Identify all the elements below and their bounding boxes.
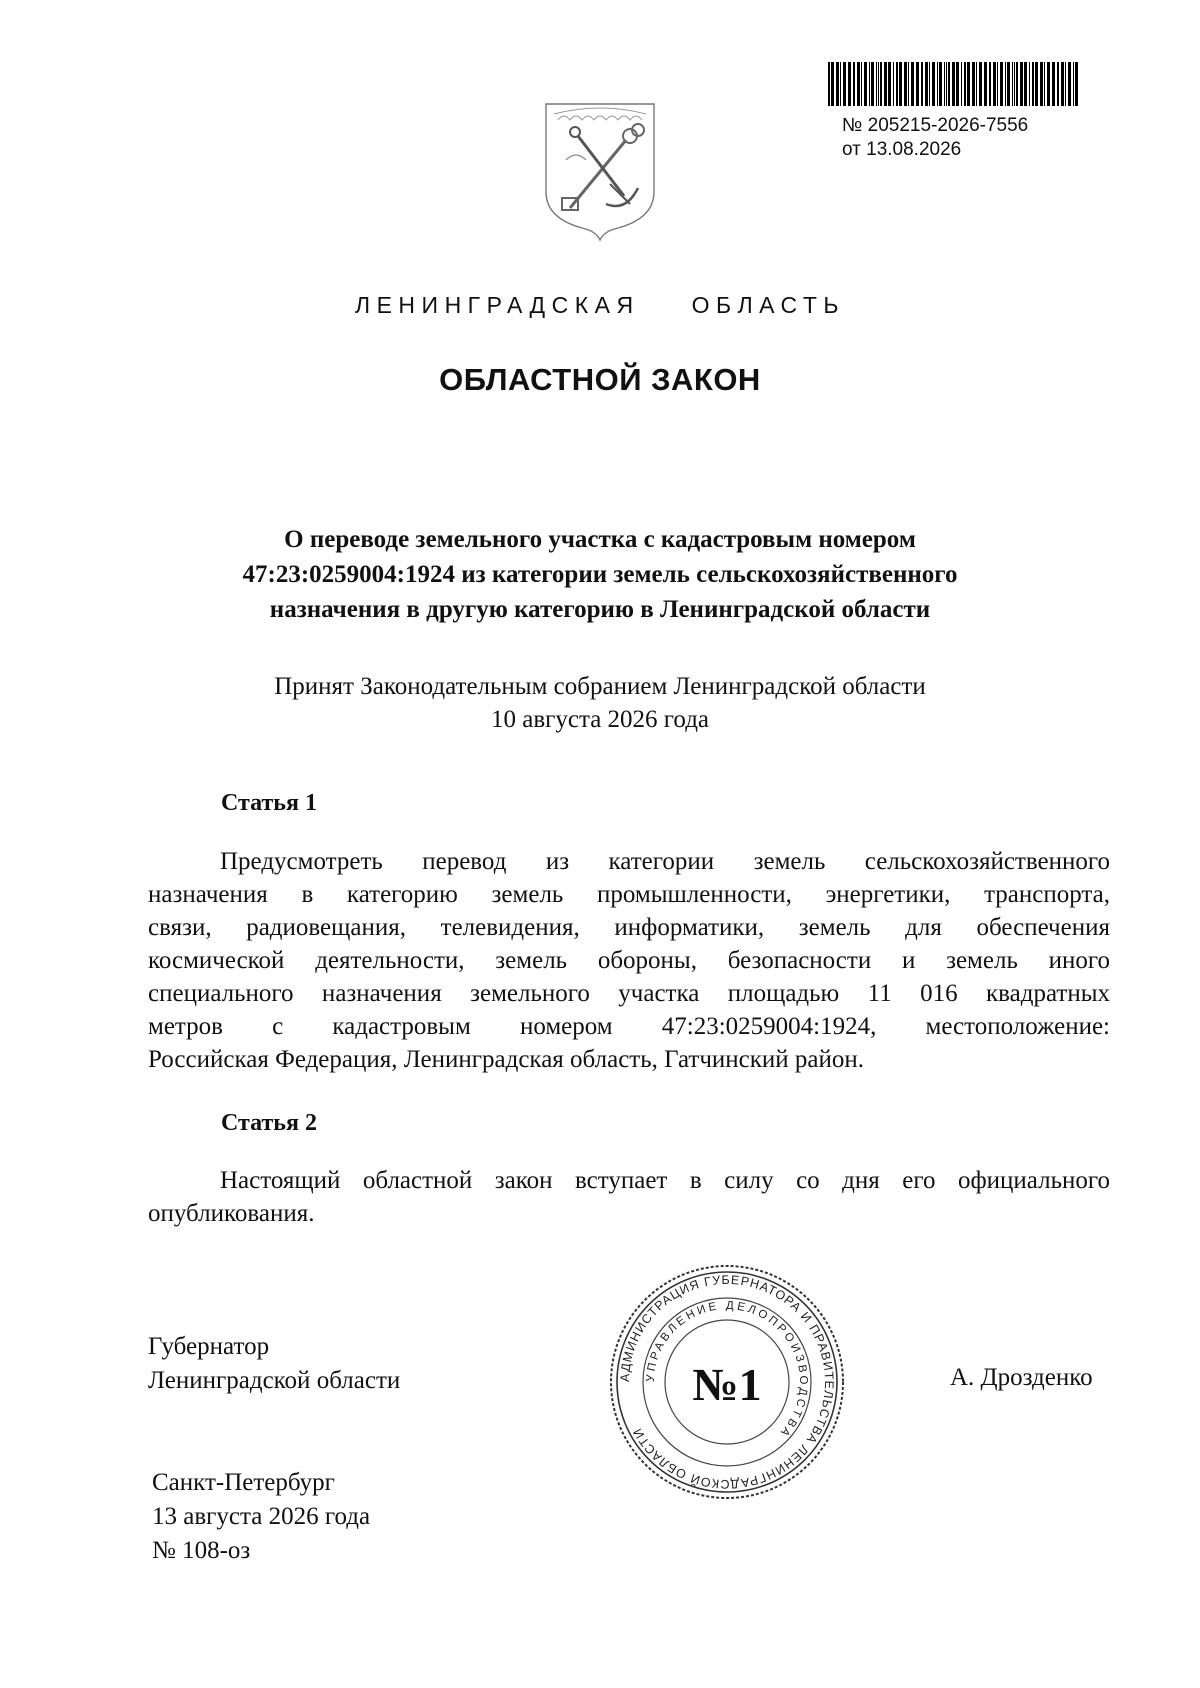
barcode-bar [904,62,907,106]
barcode-bar [948,62,950,106]
paragraph-line: назначения в категорию земель промышленности, энергетики, транспорта, [148,881,1110,908]
barcode-bar [857,62,860,106]
article-2-heading: Статья 2 [221,1110,317,1136]
barcode-bar [1005,62,1006,106]
barcode-bar [1032,62,1034,106]
barcode-bar [925,62,928,106]
paragraph-line: метров с кадастровым номером 47:23:0259004:1924, местоположение: [148,1013,1110,1040]
barcode-bar [1061,62,1064,106]
region-name [0,292,1200,319]
barcode-bar [1035,62,1038,106]
paragraph-line: Настоящий областной закон вступает в силу со дня его официального [220,1167,1110,1194]
law-title-line: 47:23:0259004:1924 из категории земель сельскохозяйственного [242,561,958,588]
registration-date: от 13.08.2026 [842,139,962,160]
article-2-text [148,1164,1110,1230]
region-word-leningradskaya: ЛЕНИНГРАДСКАЯ [355,292,640,318]
barcode-bar [921,62,923,106]
barcode-bar [869,62,870,106]
signing-city: Санкт-Петербург [152,1469,335,1496]
barcode-bar [1016,62,1018,106]
paragraph-line: Российская Федерация, Ленинградская область, Гатчинский район. [148,1046,865,1073]
article-1-heading: Статья 1 [221,790,317,816]
barcode-bar [853,62,855,106]
signatory-position [148,1330,400,1398]
signing-date: 13 августа 2026 года [152,1503,371,1530]
barcode-bar [864,62,867,106]
barcode-bar [952,62,955,106]
barcode-bar [961,62,962,106]
adoption-note [150,670,1050,736]
barcode-bar [1057,62,1059,106]
barcode-bar [946,62,947,106]
article-1-text [148,845,1110,1076]
seal-inner-text: УПРАВЛЕНИЕ ДЕЛОПРОИЗВОДСТВА [644,1299,810,1441]
paragraph-line: опубликования. [148,1200,315,1227]
barcode-bar [932,62,935,106]
paragraph-line: космической деятельности, земель обороны, безопасности и земель иного [148,947,1110,974]
barcode-bar [984,62,987,106]
barcode-bar [1044,62,1045,106]
seal-number: №1 [692,1359,762,1410]
barcode-bar [972,62,975,106]
law-title-line: назначения в другую категорию в Ленинградской области [269,596,931,623]
barcode-bar [848,62,851,106]
barcode-bar [956,62,959,106]
paragraph-line: специального назначения земельного участка площадью 11 016 квадратных [148,980,1110,1007]
barcode-bar [929,62,930,106]
barcode-bar [884,62,887,106]
barcode-bar [916,62,919,106]
paragraph-line: Предусмотреть перевод из категории земель сельскохозяйственного [220,848,1110,875]
barcode-bar [878,62,879,106]
barcode-bar [896,62,898,106]
law-title [150,522,1050,627]
barcode-bar [993,62,996,106]
document-type-title: ОБЛАСТНОЙ ЗАКОН [439,362,761,397]
barcode-bar [1000,62,1003,106]
coat-of-arms-icon [540,100,660,242]
barcode-bar [1020,62,1023,106]
registration-barcode [826,62,1082,106]
barcode-bar [888,62,891,106]
barcode-bar [880,62,882,106]
barcode-bar [1012,62,1013,106]
law-title-line: О переводе земельного участка с кадастровым номером [284,526,916,553]
barcode-bar [967,62,970,106]
barcode-bar [939,62,942,106]
barcode-bar [976,62,977,106]
barcode-bar [1047,62,1050,106]
barcode-bar [911,62,914,106]
barcode-bar [1029,62,1030,106]
barcode-bar [840,62,841,106]
place-date-number [152,1466,370,1568]
barcode-bar [1014,62,1015,106]
signatory-region: Ленинградской области [148,1367,401,1394]
barcode-bar [893,62,894,106]
signatory-name: А. Дрозденко [950,1364,1093,1391]
barcode-bar [876,62,877,106]
barcode-bar [1065,62,1066,106]
barcode-bar [997,62,998,106]
seal-outer-text: АДМИНИСТРАЦИЯ ГУБЕРНАТОРА И ПРАВИТЕЛЬСТВА ЛЕНИНГРАДСКОЙ ОБЛАСТИ [617,1272,837,1492]
barcode-bar [937,62,938,106]
registration-block [842,114,1028,162]
law-number: № 108-оз [152,1537,251,1564]
adoption-date: 10 августа 2026 года [490,706,710,733]
paragraph-line: связи, радиовещания, телевидения, информатики, земель для обеспечения [148,914,1110,941]
barcode-bar [861,62,862,106]
barcode-bar [1024,62,1027,106]
barcode-bar [843,62,846,106]
registration-number: № 205215-2026-7556 [842,115,1029,136]
signatory-title: Губернатор [148,1333,270,1360]
barcode-bar [989,62,991,106]
barcode-bar [828,62,830,106]
barcode-bar [899,62,902,106]
barcode-bar [1068,62,1071,106]
official-seal-stamp [605,1262,849,1502]
barcode-bar [908,62,909,106]
barcode-bar [1040,62,1043,106]
barcode-bar [1007,62,1010,106]
barcode-bar [944,62,945,106]
barcode-bar [1052,62,1055,106]
barcode-bar [836,62,839,106]
barcode-bar [871,62,874,106]
barcode-bar [831,62,834,106]
barcode-bar [964,62,966,106]
barcode-bar [1075,62,1078,106]
region-word-oblast: ОБЛАСТЬ [691,292,845,318]
adoption-line: Принят Законодательным собранием Ленинградской области [274,673,926,700]
barcode-bar [979,62,982,106]
barcode-bar [1073,62,1074,106]
